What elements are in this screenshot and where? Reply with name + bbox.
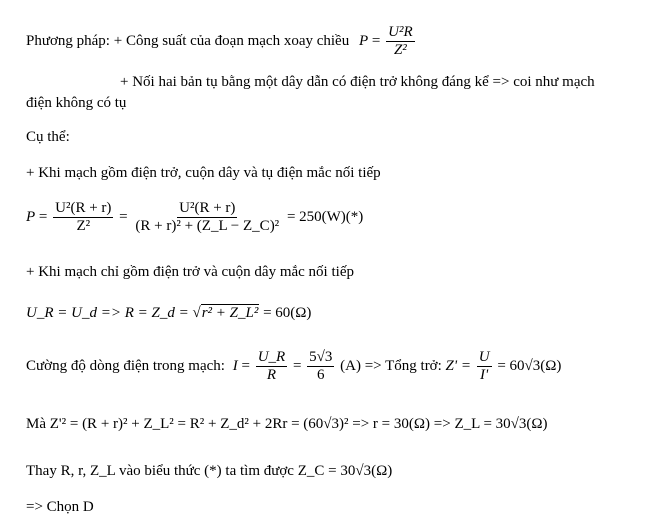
- answer-choice: => Chọn D: [26, 499, 94, 515]
- power-fraction: $\frac{\text{U²R}}{\text{Z²}}$: [388, 24, 413, 58]
- eq1-fraction-1: $\frac{\text{U²(R + r)}}{\text{Z²}}$: [55, 200, 112, 234]
- current-value-fraction: $\frac{5√3}{6}$: [309, 349, 333, 383]
- method-label: Phương pháp:: [26, 32, 110, 49]
- equation-current: Cường độ dòng điện trong mạch: I = $\frac{U\_R}{R}$ = $\frac{5√3}{6}$ (A) => Tổng trở: Z' = $\frac{U}{I'}$ = 60√3(Ω): [26, 349, 562, 383]
- power-formula: P = $\frac{\text{U²R}}{\text{Z²}}$: [358, 24, 413, 58]
- eq1-fraction-2: $\frac{\text{U²(R + r)}}{\text{(R + r)² + (Z\_L − Z\_C)²}}$: [135, 200, 280, 234]
- equation-resistance: U_R = U_d => R = Z_d = √r² + Z_L² = 60(Ω): [26, 305, 312, 321]
- impedance-fraction: $\frac{U}{I'}$: [478, 349, 490, 383]
- equation-zc: Thay R, r, Z_L vào biểu thức (*) ta tìm được Z_C = 30√3(Ω): [26, 463, 393, 479]
- capacitor-short-text-cont: điện không có tụ: [26, 95, 127, 111]
- capacitor-short-text: + Nối hai bản tụ bằng một dây dẫn có điện trở không đáng kể => coi như mạch: [120, 74, 595, 90]
- root-symbol: √r² + Z_L²: [192, 305, 259, 321]
- specific-heading: Cụ thể:: [26, 129, 70, 145]
- case2-text: + Khi mạch chỉ gồm điện trở và cuộn dây mắc nối tiếp: [26, 264, 354, 280]
- case1-text: + Khi mạch gồm điện trở, cuộn dây và tụ điện mắc nối tiếp: [26, 165, 381, 181]
- equation-power: P = $\frac{\text{U²(R + r)}}{\text{Z²}}$ = $\frac{\text{U²(R + r)}}{\text{(R + r)² + (Z\_L − Z\_C)²}}$ = 250(W)(*): [26, 200, 364, 234]
- method-line: [26, 24, 417, 59]
- current-fraction: $\frac{U\_R}{R}$: [257, 349, 286, 383]
- equation-impedance-expand: Mà Z'² = (R + r)² + Z_L² = R² + Z_d² + 2Rr = (60√3)² => r = 30(Ω) => Z_L = 30√3(Ω): [26, 416, 548, 432]
- method-text: + Công suất của đoạn mạch xoay chiều: [113, 32, 350, 49]
